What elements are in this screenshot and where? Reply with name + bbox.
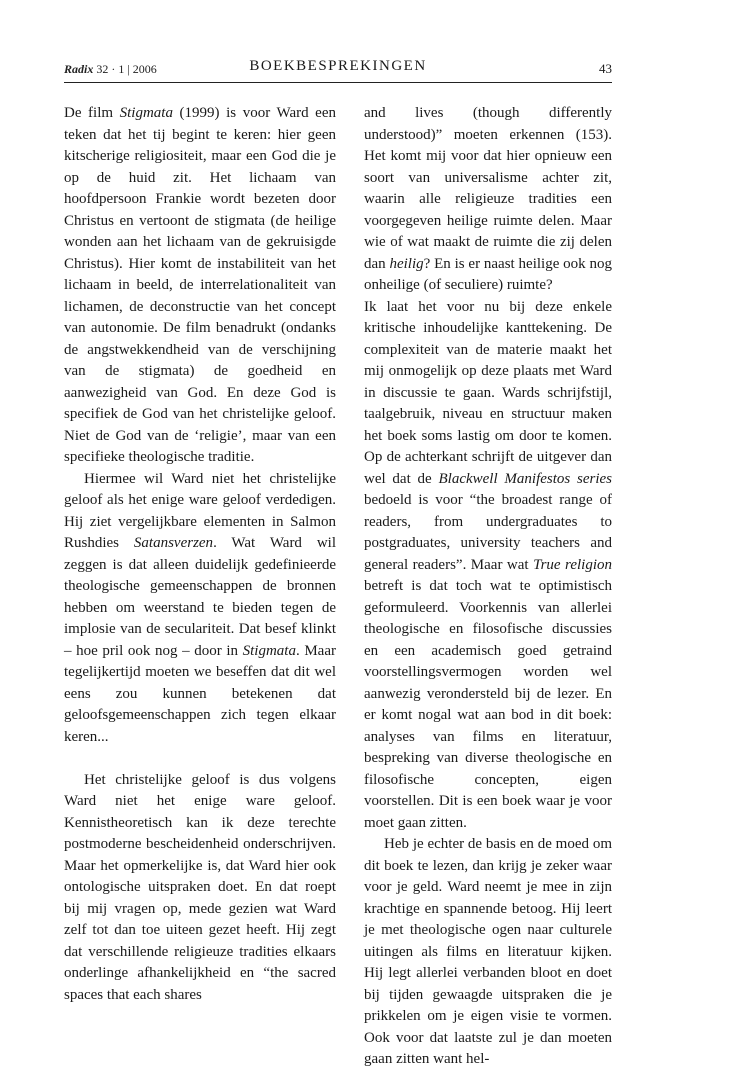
book-title: True religion: [533, 556, 612, 573]
emphasis: heilig: [389, 255, 424, 272]
book-title: Satansverzen: [133, 535, 214, 551]
left-column: [64, 103, 336, 1006]
series-title: Blackwell Manifestos series: [438, 470, 613, 487]
paragraph: Het christelijke geloof is dus volgens Ward niet het enige ware geloof. Kennistheoretisch kan ik deze terechte postmoderne bescheidenheid onderschrijven. Maar het opmerkelijke is, dat Ward hier ook ontologische uitspraken doet. En dat roept bij mij vragen op, mede gezien wat Ward zelf tot dan toe uiteen gezet heeft. Hij zegt dat verschillende religieuze tradities elkaars onderlinge afhankelijkheid en “the sacred spaces that each shares: [64, 771, 336, 1003]
paragraph: [64, 103, 336, 469]
text-run: Ik laat het voor nu bij deze enkele kritische inhoudelijke kanttekening. De complexiteit van de materie maakt het mij onmogelijk op deze plaats met Ward in discussie te gaan. Wards schrijfstijl, taalgebruik, niveau en structuur maken het boek soms lastig om door te komen. Op de achterkant schrijft de uitgever dan wel dat de: [364, 298, 612, 487]
text-run: bedoeld is voor “the broadest range of readers, from undergraduates to postgraduates, university teachers and general readers”. Maar wat: [364, 492, 612, 573]
text-run: ? En is er naast heilige ook nog onheilige (of seculiere) ruimte?: [364, 255, 612, 293]
page-number: 43: [599, 61, 612, 76]
paragraph: Heb je echter de basis en de moed om dit boek te lezen, dan krijg je zeker waar voor je geld. Ward neemt je mee in zijn krachtige en spannende betoog. Hij leert je met theologische ogen naar culturele uitingen als films en literatuur kijken. Hij legt allerlei verbanden bloot en doet bij tijden gewaagde uitspraken die je prikkelen om je eigen visie te vormen. Ook voor dat laatste zul je dan moeten gaan zitten want hel-: [364, 836, 612, 1067]
right-column: [364, 103, 612, 1071]
journal-issue: 32 · 1 | 2006: [96, 62, 157, 76]
journal-name: Radix: [64, 62, 94, 76]
paragraph: [364, 297, 612, 835]
text-run: and lives (though differently understood)” moeten erkennen (153). Het komt mij voor dat hier opnieuw een soort van universalisme achter zit, waarin alle religieuze tradities een voorgegeven heilige ruimte delen. Maar wie of wat maakt de ruimte die zij delen dan: [364, 105, 612, 272]
text-run: Hiermee wil Ward niet het christelijke geloof als het enige ware geloof verdedigen. Hij ziet vergelijkbare elementen in Salmon Rushdies: [64, 470, 336, 551]
paragraph: [364, 103, 612, 297]
film-title: Stigmata: [119, 105, 173, 121]
running-header: [64, 58, 612, 83]
text-run: . Maar tegelijkertijd moeten we beseffen dat dit wel eens zou kunnen betekenen dat geloofsgemeenschappen zich tegen elkaar keren...: [64, 642, 336, 745]
section-title: BOEKBESPREKINGEN: [249, 58, 427, 74]
text-run: (1999) is voor Ward een teken dat het tij begint te keren: hier geen kitscherige religiositeit, maar een God die je op de huid zit. Het lichaam van hoofdpersoon Frankie wordt bezeten door Christus en vertoont de stigmata (de heilige wonden aan het lichaam van de gekruisigde Christus). Hier komt de instabiliteit van het lichaam in beeld, de interrelationaliteit van lichamen, de deconstructie van het concept van autonomie. De film benadrukt (ondanks de angstwekkendheid van de verschijning van de stigmata) de goedheid en aanwezigheid van God. En deze God is specifiek de God van het christelijke geloof. Niet de God van de ‘religie’, maar van een specifieke theologische traditie.: [64, 105, 336, 465]
text-run: De film: [64, 105, 120, 121]
text-run: betreft is dat toch wat te optimistisch geformuleerd. Voorkennis van allerlei theologische en filosofische discussies en een academisch goed getraind voorstellingsvermogen worden wel aanwezig verondersteld bij de lezer. En er komt nogal wat aan bod in dit boek: analyses van films en literatuur, bespreking van diverse theologische en filosofische concepten, eigen voorstellen. Dit is een boek waar je voor moet gaan zitten.: [364, 578, 612, 831]
text-run: . Wat Ward wil zeggen is dat alleen duidelijk gedefinieerde theologische gemeenschappen de bronnen hebben om weerstand te bieden tegen de implosie van de seculariteit. Dat besef klinkt – hoe pril ook nog – door in: [64, 535, 336, 659]
film-title: Stigmata: [242, 642, 296, 659]
paragraph: [64, 469, 336, 749]
